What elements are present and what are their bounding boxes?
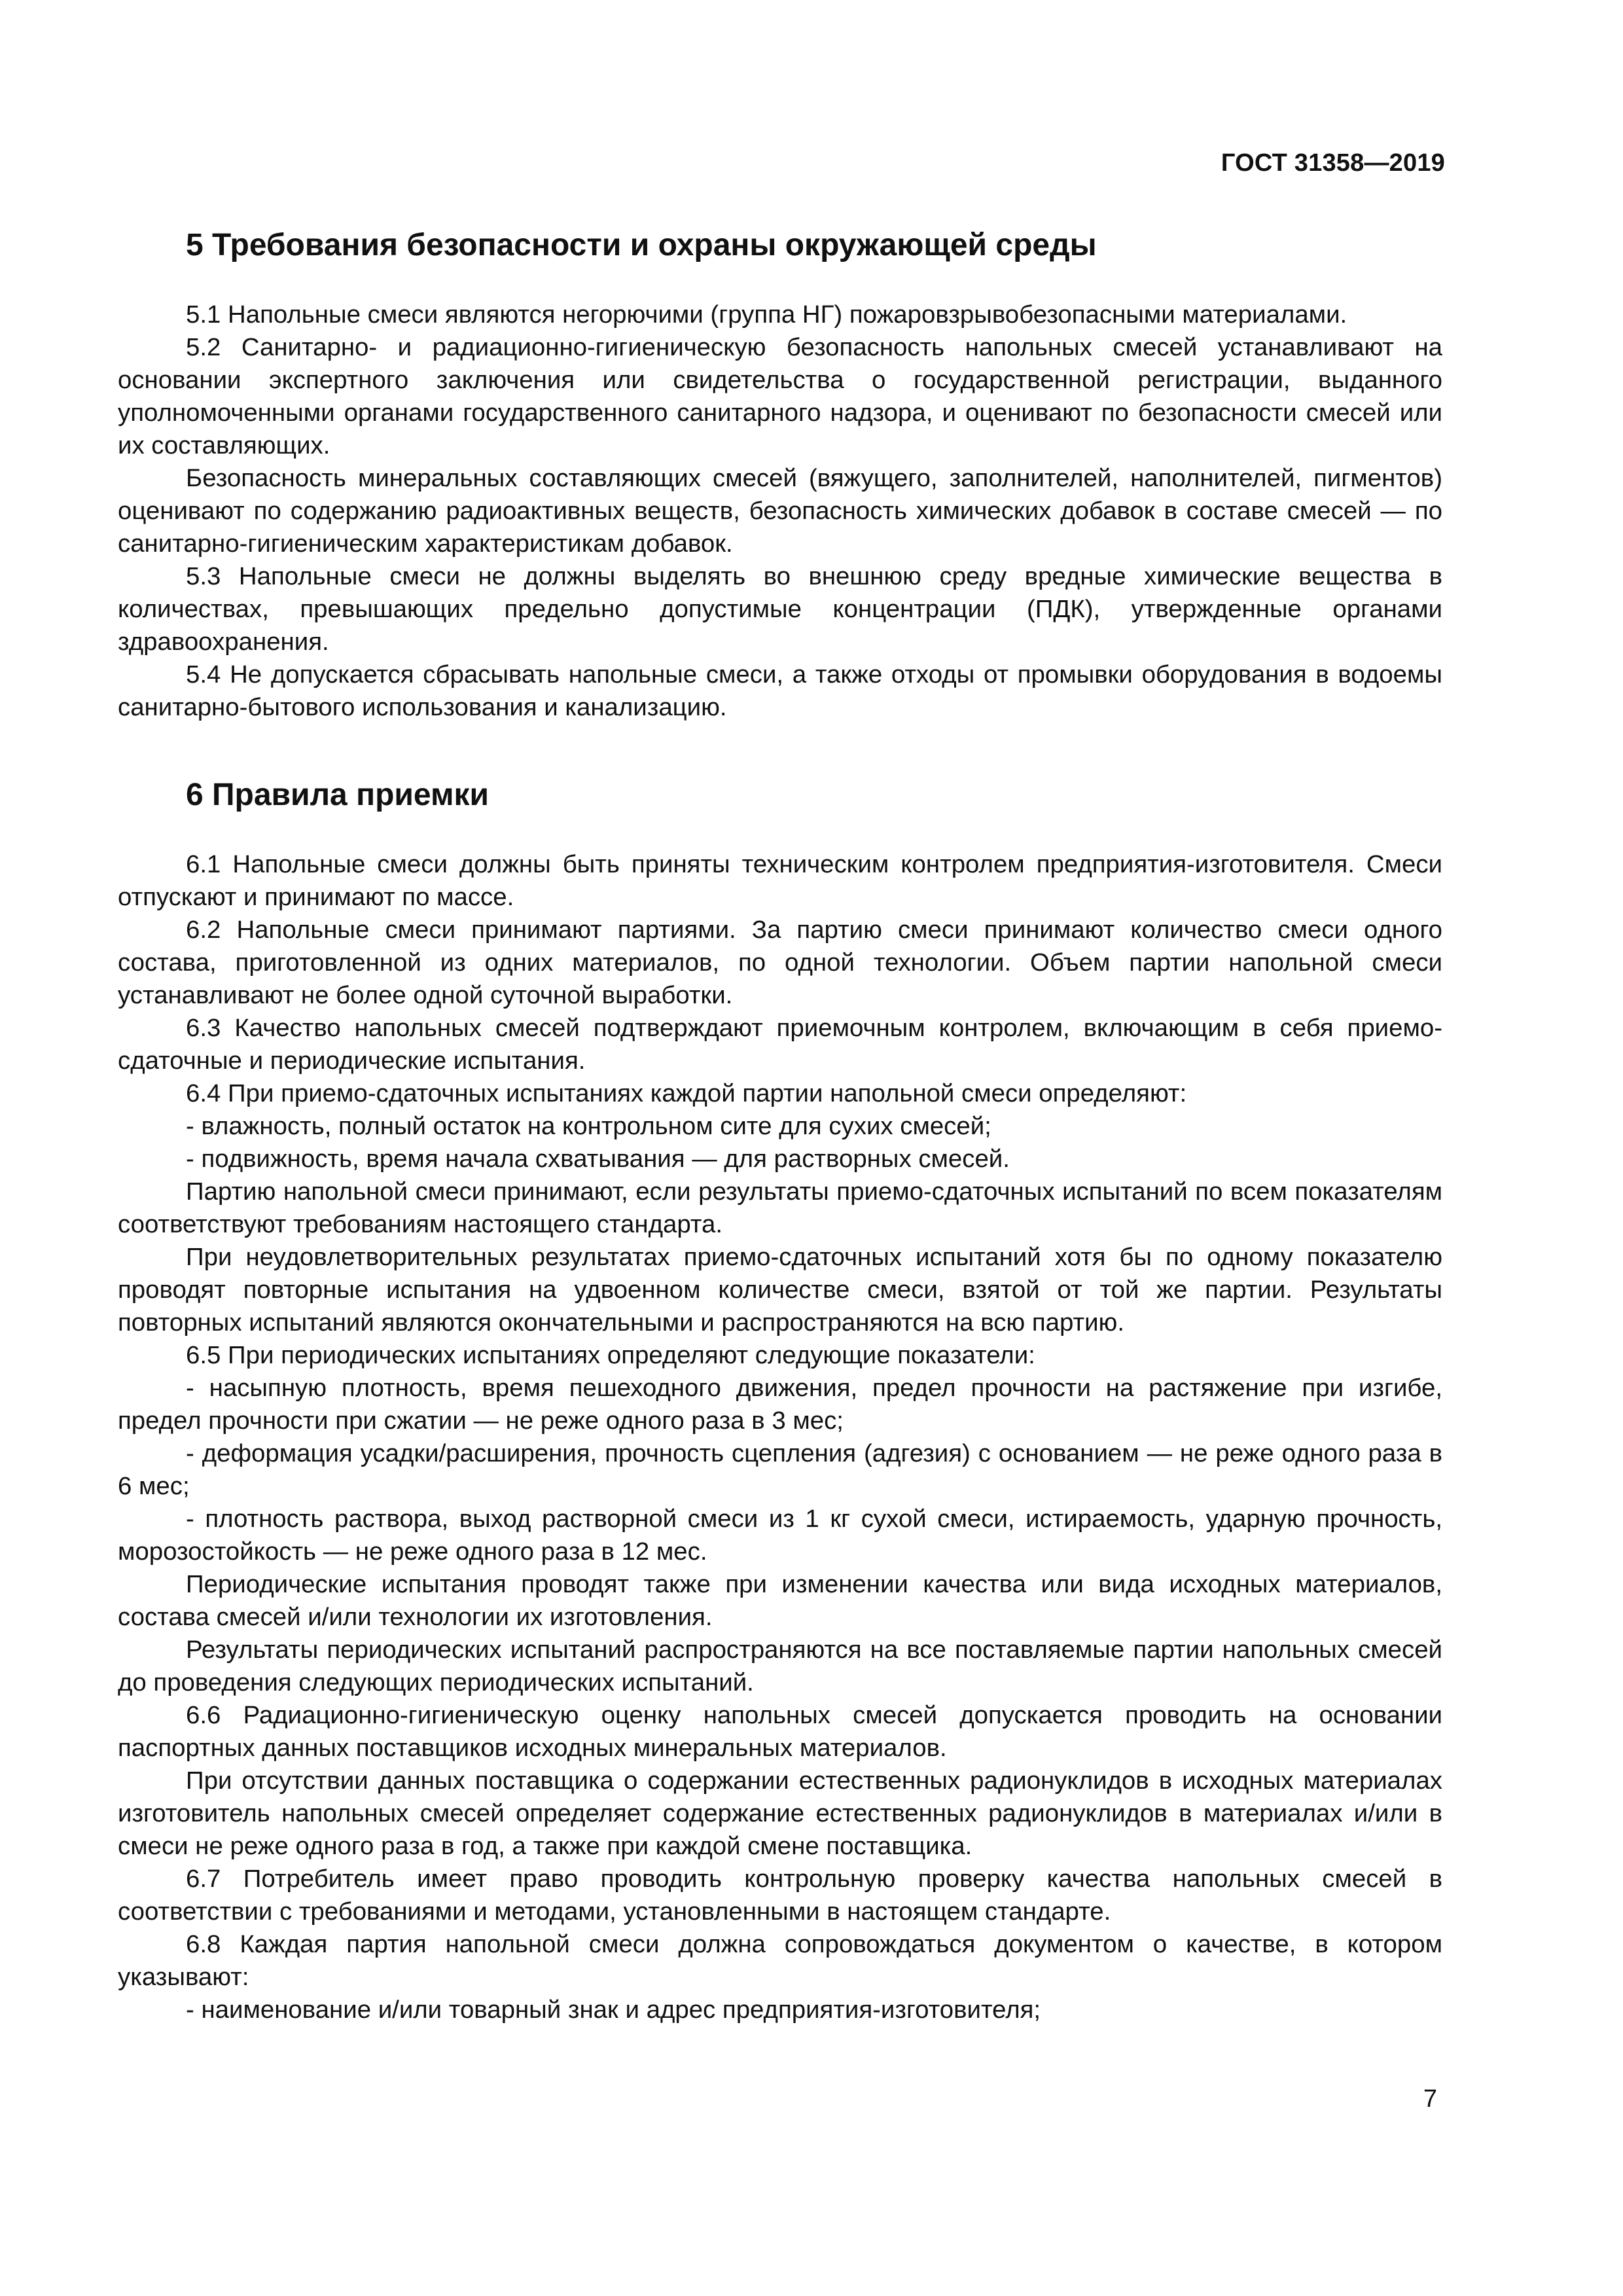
document-body [118, 223, 1442, 2026]
paragraph-6-5-conditions: Периодические испытания проводят также при изменении качества или вида исходных материалов, состава смесей и/или технологии их изготовления. [118, 1570, 1442, 1631]
paragraph-6-4: 6.4 При приемо-сдаточных испытаниях каждой партии напольной смеси определяют: [186, 1079, 1187, 1107]
section-6-title: 6 Правила приемки [186, 778, 490, 812]
list-item-6-4-a: - влажность, полный остаток на контрольном сите для сухих смесей; [186, 1112, 991, 1140]
paragraph-6-3: 6.3 Качество напольных смесей подтверждают приемочным контролем, включающим в себя приемо-сдаточные и периодические испытания. [118, 1014, 1442, 1075]
list-item-6-5-a: - насыпную плотность, время пешеходного движения, предел прочности на растяжение при изгибе, предел прочности при сжатии — не реже одного раза в 3 мес; [118, 1374, 1442, 1435]
paragraph-6-2: 6.2 Напольные смеси принимают партиями. За партию смеси принимают количество смеси одного состава, приготовленной из одних материалов, по одной технологии. Объем партии напольной смеси устанавливают не более одной суточной выработки. [118, 916, 1442, 1009]
paragraph-5-2: 5.2 Санитарно- и радиационно-гигиеническую безопасность напольных смесей устанавливают на основании экспертного заключения или свидетельства о государственной регистрации, выданного уполномоченными органами государственного санитарного надзора, и оценивают по безопасности смесей или их составляющих. [118, 333, 1442, 459]
paragraph-6-7: 6.7 Потребитель имеет право проводить контрольную проверку качества напольных смесей в соответствии с требованиями и методами, установленными в настоящем стандарте. [118, 1865, 1442, 1926]
page-number: 7 [1423, 2085, 1437, 2113]
list-item-6-8-a: - наименование и/или товарный знак и адрес предприятия-изготовителя; [186, 1996, 1041, 2024]
paragraph-6-6-supplier: При отсутствии данных поставщика о содержании естественных радионуклидов в исходных материалах изготовитель напольных смесей определяет содержание естественных радионуклидов в материалах и/или в смеси не реже одного раза в год, а также при каждой смене поставщика. [118, 1767, 1442, 1860]
paragraph-5-1: 5.1 Напольные смеси являются негорючими (группа НГ) пожаровзрывобезопасными материалами. [186, 300, 1347, 329]
list-item-6-5-b: - деформация усадки/расширения, прочность сцепления (адгезия) с основанием — не реже одного раза в 6 мес; [118, 1439, 1442, 1500]
paragraph-6-5-results: Результаты периодических испытаний распространяются на все поставляемые партии напольных смесей до проведения следующих периодических испытаний. [118, 1636, 1442, 1696]
paragraph-5-3: 5.3 Напольные смеси не должны выделять во внешнюю среду вредные химические вещества в количествах, превышающих предельно допустимые концентрации (ПДК), утвержденные органами здравоохранения. [118, 562, 1442, 656]
paragraph-6-4-acceptance: Партию напольной смеси принимают, если результаты приемо-сдаточных испытаний по всем показателям соответствуют требованиям настоящего стандарта. [118, 1177, 1442, 1238]
paragraph-5-4: 5.4 Не допускается сбрасывать напольные смеси, а также отходы от промывки оборудования в водоемы санитарно-бытового использования и канализацию. [118, 660, 1442, 721]
paragraph-6-8: 6.8 Каждая партия напольной смеси должна сопровождаться документом о качестве, в котором указывают: [118, 1930, 1442, 1991]
document-code: ГОСТ 31358—2019 [1221, 149, 1445, 177]
paragraph-6-6: 6.6 Радиационно-гигиеническую оценку напольных смесей допускается проводить на основании паспортных данных поставщиков исходных минеральных материалов. [118, 1701, 1442, 1762]
section-5-title: 5 Требования безопасности и охраны окружающей среды [186, 228, 1097, 262]
list-item-6-4-b: - подвижность, время начала схватывания — для растворных смесей. [186, 1145, 1010, 1173]
paragraph-6-5: 6.5 При периодических испытаниях определяют следующие показатели: [186, 1341, 1035, 1369]
paragraph-6-4-retest: При неудовлетворительных результатах приемо-сдаточных испытаний хотя бы по одному показателю проводят повторные испытания на удвоенном количестве смеси, взятой от той же партии. Результаты повторных испытаний являются окончательными и распространяются на всю партию. [118, 1243, 1442, 1336]
paragraph-5-2-continued: Безопасность минеральных составляющих смесей (вяжущего, заполнителей, наполнителей, пигментов) оценивают по содержанию радиоактивных веществ, безопасность химических добавок в составе смесей — по санитарно-гигиеническим характеристикам добавок. [118, 464, 1442, 558]
list-item-6-5-c: - плотность раствора, выход растворной смеси из 1 кг сухой смеси, истираемость, ударную прочность, морозостойкость — не реже одного раза в 12 мес. [118, 1505, 1442, 1566]
paragraph-6-1: 6.1 Напольные смеси должны быть приняты техническим контролем предприятия-изготовителя. Смеси отпускают и принимают по массе. [118, 850, 1442, 911]
